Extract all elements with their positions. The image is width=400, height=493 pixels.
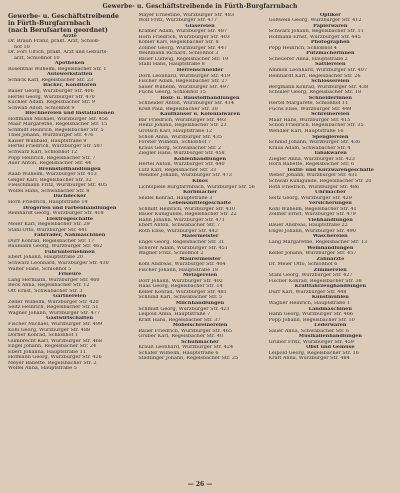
directory-entry: Kohl Wilhelm, Regelsbacher Str. 41 bbox=[268, 206, 357, 212]
directory-entry: Schwab Kunigunde, Regelsbacher Str. 20 bbox=[268, 178, 372, 184]
section-heading: Apotheken bbox=[54, 61, 85, 67]
section-heading: Gastwirtschaften bbox=[46, 316, 94, 322]
section-heading: Schuhmacher bbox=[181, 339, 219, 345]
directory-entry: Wagner Heinrich, Hauptstraße 1 bbox=[268, 300, 350, 306]
directory-entry: hof 10 bbox=[14, 44, 30, 50]
section-heading: Korbmacher bbox=[183, 190, 217, 196]
section-heading: Versicherungen bbox=[308, 201, 352, 207]
directory-entry: Kramer Adam, Würzburger Str. 487 bbox=[138, 29, 227, 35]
directory-entry: Hertel Georg, Würzburger Str. 470 bbox=[8, 94, 95, 100]
directory-entry: Seitz Heinrich, Regelsbacher Str. 51 bbox=[8, 305, 99, 311]
directory-entry: Schön Friedrich, Regelsbacher Str. 35 bbox=[268, 123, 364, 129]
directory-entry: Ott Ernst, Schwabacher Str. 3 bbox=[8, 288, 83, 294]
directory-entry: Maar Hans, Würzburger Str. 415 bbox=[268, 117, 351, 123]
directory-entry: Fleischmann Fritz, Würzburger Str. 405 bbox=[8, 183, 108, 189]
directory-entry: Popp Johann, Regelsbacher Str. 10 bbox=[268, 317, 355, 323]
directory-entry: Schäfer Wilhelm, Hauptstraße 6 bbox=[138, 350, 219, 356]
section-heading: Tabakwaren bbox=[313, 151, 347, 157]
directory-entry: Auer Anton, Regelsbacher Str. 44 bbox=[8, 161, 92, 167]
directory-entry: Kraus Georg, Schwabacher Str. 2 bbox=[138, 145, 222, 151]
section-heading: Maurermeister bbox=[179, 256, 221, 262]
directory-entry: Hahn Georg, Würzburger Str. 466 bbox=[268, 312, 354, 318]
directory-entry: Dr. Förl Ulrich, prakt. Arzt und Geburts- bbox=[8, 50, 108, 56]
directory-entry: Wendler Karl, Hauptstraße 16 bbox=[268, 129, 344, 135]
directory-entry: Hofmann Georg, Würzburger Str. 426 bbox=[8, 355, 102, 361]
directory-entry: Dürr Konrad, Regelsbacher Str. 17 bbox=[8, 238, 95, 244]
directory-title: Gewerbe- u. Geschäftstreibende bbox=[8, 12, 119, 20]
section-heading: Autowerkstätten bbox=[46, 72, 93, 78]
directory-entry: Hofmann Ernst, Würzburger Str. 445 bbox=[268, 34, 361, 40]
directory-entry: Gruber Karl, Regelsbacher Str. 40 bbox=[138, 334, 224, 340]
section-heading: Fahrräder, Nähmaschinen bbox=[34, 233, 106, 239]
section-heading: Gärtnereien bbox=[53, 294, 87, 300]
section-heading: Photographen bbox=[310, 40, 350, 46]
section-heading: Blechnereien und Installationen bbox=[25, 111, 115, 117]
directory-entry: Wölfel Anna, Hauptstraße 5 bbox=[8, 366, 77, 372]
directory-entry: Lang Hermann, Würzburger Str. 460 bbox=[8, 277, 100, 283]
section-heading: Kraftfahrzeughandlungen bbox=[294, 284, 367, 290]
directory-entry: Gruber Fritz, Würzburger Str. 459 bbox=[268, 339, 354, 345]
directory-entry: Grötsch Karl, Hauptstraße 12 bbox=[138, 129, 213, 135]
directory-entry: Hertel Anton, Würzburger Str. 440 bbox=[138, 162, 225, 168]
directory-entry: Roth Friedrich, Würzburger Str. 486 bbox=[268, 184, 360, 190]
directory-entry: Leipold Anna, Hauptstraße 7 bbox=[138, 312, 211, 318]
section-heading: Möbelschreinereien bbox=[172, 323, 228, 329]
directory-entry: Kohl Andreas, Würzburger Str. 404 bbox=[138, 262, 226, 268]
directory-entry: Dorn Leonhard, Würzburger Str. 419 bbox=[138, 73, 231, 79]
directory-entry: Dr. Meier Otto, Schloßhof 6 bbox=[268, 262, 338, 268]
directory-entry: Dürr Karl, Würzburger Str. 448 bbox=[268, 289, 347, 295]
directory-entry: Fuchs Georg, Schloßhof 15 bbox=[138, 90, 206, 96]
directory-entry: Seidel Konrad, Hauptstraße 3 bbox=[138, 195, 213, 201]
section-heading: Zahnärzte bbox=[316, 256, 345, 262]
directory-entry: Popp Heinrich, Schloßhof 4 bbox=[268, 45, 337, 51]
section-heading: Viehhandlungen bbox=[307, 217, 353, 223]
directory-entry: Schwab Adolf, Schloßhof 9 bbox=[8, 105, 75, 111]
column-2 bbox=[138, 13, 261, 372]
directory-entry: Lutz Karl, Regelsbacher Str. 33 bbox=[138, 167, 217, 173]
directory-entry: Weber Johann, Würzburger Str. 431 bbox=[268, 173, 358, 179]
directory-entry: Kraft Anna, Würzburger Str. 484 bbox=[268, 356, 350, 362]
directory-entry: Schwarz Johann, Regelsbacher Str. 11 bbox=[268, 29, 364, 35]
directory-entry: Gumbrecht Karl, Würzburger Str. 468 bbox=[8, 338, 103, 344]
directory-entry: Hertel Friedrich, Würzburger Str. 507 bbox=[8, 144, 103, 150]
directory-entry: Walter Hans, Schloßhof 5 bbox=[8, 266, 72, 272]
directory-entry: Kuchler Adam, Regelsbacher Str. 9 bbox=[8, 100, 95, 106]
directory-entry: Engel Georg, Regelsbacher Str. 31 bbox=[138, 239, 225, 245]
directory-entry: Ebert Johanna, Hauptstraße 11 bbox=[8, 349, 86, 355]
directory-entry: Beck Anna, Regelsbacher Str. 12 bbox=[8, 283, 90, 289]
section-heading: Schlossereien bbox=[311, 79, 350, 85]
directory-entry: Weißmann Richard, Schloßhof 3 bbox=[138, 51, 219, 57]
directory-entry: Mayer Ernestine, Würzburger Str. 483 bbox=[138, 12, 234, 18]
directory-entry: Schlund Karl, Schwabacher Str. 5 bbox=[138, 295, 223, 301]
directory-entry: Wendler Johann, Würzburger Str. 473 bbox=[138, 173, 232, 179]
section-heading: Malermeister bbox=[181, 234, 219, 240]
directory-entry: Dörr Johann, Würzburger Str. 402 bbox=[138, 278, 223, 284]
directory-entry: Ammon Leonhard, Würzburger Str. 407 bbox=[268, 68, 367, 74]
directory-entry: Stahl Hans, Hauptstraße 8 bbox=[138, 62, 205, 68]
section-heading: Brennstoffhandlungen bbox=[38, 166, 101, 172]
directory-entry: Horn Friedrich, Würzburger Str. 403 bbox=[138, 34, 230, 40]
directory-entry: Leipold Georg, Regelsbacher Str. 16 bbox=[268, 350, 359, 356]
section-heading: Kunstmühlen bbox=[311, 295, 349, 301]
directory-entry: Sauer Anna, Schwabacher Str. 6 bbox=[268, 328, 350, 334]
section-heading: Obst und Gemüse bbox=[306, 345, 355, 351]
directory-entry: Kraft Hans, Regelsbacher Str. 37 bbox=[138, 317, 221, 323]
page-number: — 26 — bbox=[187, 481, 213, 489]
section-heading: Sattlereien bbox=[315, 62, 346, 68]
directory-entry: Schmidt Heinrich, Regelsbacher Str. 5 bbox=[8, 127, 104, 133]
section-heading: Holz- u. Baustoffhandlungen bbox=[160, 95, 240, 101]
directory-entry: Schneider Anton, Würzburger Str. 414 bbox=[138, 101, 234, 107]
section-heading: Milchhandlungen bbox=[175, 300, 225, 306]
directory-entry: Gößwein Georg, Würzburger Str. 412 bbox=[268, 18, 362, 24]
directory-entry: Seitz Georg, Würzburger Str. 429 bbox=[268, 195, 352, 201]
directory-entry: Maar Margarethe, Regelsbacher Str. 15 bbox=[8, 122, 108, 128]
directory-entry: Schwarz Leonhard, Würzburger Str. 430 bbox=[8, 260, 109, 266]
directory-entry: Keller Johann, Würzburger Str. 457 bbox=[268, 251, 357, 257]
section-heading: Schreinereien bbox=[311, 112, 350, 118]
directory-entry: Wagner Fritz, Schloßhof 2 bbox=[138, 251, 204, 257]
section-heading: Ärzte bbox=[62, 33, 77, 39]
directory-entry: Schön Anna, Würzburger Str. 435 bbox=[138, 134, 223, 140]
directory-entry: Schüller Georg, Regelsbacher Str. 18 bbox=[268, 90, 362, 96]
column-container bbox=[8, 13, 392, 372]
section-heading: Glasereien bbox=[185, 23, 215, 29]
section-heading: Optiker bbox=[319, 12, 341, 18]
directory-entry: Bauer Kunigunde, Regelsbacher Str. 22 bbox=[138, 212, 237, 218]
column-1 bbox=[8, 13, 131, 372]
directory-entry: Schlick Karl, Regelsbacher Str. 23 bbox=[8, 77, 94, 83]
directory-entry: Hahn Johann, Würzburger Str. 471 bbox=[138, 217, 225, 223]
directory-entry: arzt, Schloßhof 10 bbox=[14, 55, 60, 61]
section-heading: Metzgereien bbox=[182, 273, 218, 279]
section-heading: Landmaschinen bbox=[308, 306, 352, 312]
section-heading: Papierwaren bbox=[313, 23, 348, 29]
section-heading: Bäcker, Konditoren bbox=[42, 83, 97, 89]
directory-entry: Schmidt Georg, Würzburger Str. 421 bbox=[138, 306, 230, 312]
directory-entry: Schmid Johann, Würzburger Str. 436 bbox=[268, 140, 361, 146]
directory-entry: Bauer Friedrich, Würzburger Str. 465 bbox=[138, 328, 232, 334]
section-heading: Drogerien und Farbenhandlungen bbox=[22, 205, 117, 211]
section-heading: Schneiderinnen bbox=[308, 95, 352, 101]
column-3 bbox=[269, 13, 392, 372]
directory-entry: Kreß Paul, Regelsbacher Str. 30 bbox=[138, 106, 218, 112]
section-heading: Friseure bbox=[58, 272, 82, 278]
directory-entry: Kaiser Willibald, Hauptstraße 9 bbox=[8, 138, 87, 144]
directory-entry: Bär Friedrich, Würzburger Str. 493 bbox=[138, 117, 226, 123]
directory-entry: Keller Konrad, Würzburger Str. 481 bbox=[138, 289, 227, 295]
directory-entry: Haas Georg, Regelsbacher Str. 14 bbox=[138, 284, 223, 290]
section-heading: Lebensmittelgeschäfte bbox=[168, 201, 232, 207]
directory-entry: Wagner Johann, Würzburger Str. 477 bbox=[8, 310, 100, 316]
directory-title: (nach Berufsarten geordnet) bbox=[8, 26, 108, 34]
directory-entry: Wölfel Hans, Schwabacher Str. 8 bbox=[8, 188, 90, 194]
directory-entry: Bauer Georg, Würzburger Str. 406 bbox=[8, 89, 94, 95]
section-heading: Kinos bbox=[192, 178, 208, 184]
directory-entry: Geiger Karl, Regelsbacher Str. 32 bbox=[8, 177, 92, 183]
directory-entry: Kohl Georg, Würzburger Str. 488 bbox=[8, 327, 91, 333]
directory-entry: Heinz Johann, Regelsbacher Str. 23 bbox=[138, 123, 227, 129]
directory-entry: Meyer Babette, Regelsbacher Str. 2 bbox=[8, 360, 97, 366]
section-heading: Zimmereien bbox=[313, 267, 347, 273]
directory-entry: Kraus Adam, Schwabacher Str. 4 bbox=[268, 145, 351, 151]
directory-entry: Bauer Andreas, Hauptstraße 22 bbox=[268, 223, 348, 229]
directory-entry: Schwarz Karl, Schloßhof 12 bbox=[8, 150, 78, 156]
directory-entry: Meier Karl, Regelsbacher Str. 29 bbox=[8, 222, 90, 228]
directory-title: in Fürth-Burgfarrnbach bbox=[8, 19, 91, 27]
directory-entry: Krauß Leonhard, Würzburger Str. 424 bbox=[138, 345, 234, 351]
section-heading: Musikalienhandlungen bbox=[298, 334, 362, 340]
directory-entry: Zöllner Georg, Würzburger Str. 447 bbox=[138, 45, 228, 51]
directory-entry: Raab Wilhelm, Würzburger Str. 413 bbox=[8, 172, 97, 178]
section-heading: Elektrogeschäfte bbox=[46, 216, 93, 222]
directory-entry: Hoffmann Michael, Würzburger Str. 456 bbox=[8, 116, 109, 122]
directory-entry: Roth Elise, Würzburger Str. 442 bbox=[138, 228, 218, 234]
directory-entry: Schmitt Heinrich, Würzburger Str. 410 bbox=[138, 206, 236, 212]
directory-entry: Bergmann Konrad, Würzburger Str. 438 bbox=[268, 84, 369, 90]
directory-entry: Fuchs Elise, Würzburger Str. 449 bbox=[268, 106, 352, 112]
directory-entry: Förster Wilhelm, Schloßhof 7 bbox=[138, 140, 212, 146]
directory-entry: Popp Heinrich, Regelsbacher Str. 7 bbox=[8, 155, 96, 161]
directory-entry: Ebert Anton, Schwabacher Str. 7 bbox=[138, 223, 221, 229]
directory-entry: Köhler Karl, Regelsbacher Str. 8 bbox=[138, 40, 219, 46]
directory-entry: Bauer Ludwig, Regelsbacher Str. 19 bbox=[138, 56, 229, 62]
directory-entry: Stadlinger Johann, Regelsbacher Str. 25 bbox=[138, 356, 239, 362]
directory-entry: Horn Babette, Regelsbacher Str. 6 bbox=[268, 162, 355, 168]
directory-entry: Thiel Johann, Würzburger Str. 476 bbox=[8, 133, 94, 139]
directory-entry: Scherer Adam, Würzburger Str. 451 bbox=[138, 245, 228, 251]
directory-entry: Engel Johann, Würzburger Str. 490 bbox=[268, 228, 356, 234]
section-heading: Fuhrunternehmen bbox=[44, 249, 95, 255]
page-header: Gewerbe- u. Geschäftstreibende in Fürth-Burgfarrnbach bbox=[102, 3, 298, 10]
directory-entry: Scheuerer Anna, Hauptstraße 2 bbox=[268, 56, 348, 62]
directory-entry: Hertel Margarete, Schloßhof 11 bbox=[268, 101, 349, 107]
directory-entry: Wolf Fritz, Würzburger Str. 477 bbox=[138, 18, 217, 24]
directory-entry: Reinhardt Karl, Regelsbacher Str. 26 bbox=[268, 73, 361, 79]
section-heading: Textil- und Kurzwarengeschäfte bbox=[286, 167, 374, 173]
directory-entry: Zöllner Ernst, Würzburger Str. 479 bbox=[268, 212, 356, 218]
directory-entry: Dr. Braun Franz, prakt. Arzt, Schloß- bbox=[8, 39, 100, 45]
directory-entry: Sauer Wilhelm, Würzburger Str. 497 bbox=[138, 84, 229, 90]
directory-entry: Lichtspiele Burgfarrnbach, Würzburger Str. 56 bbox=[138, 184, 255, 190]
directory-entry: Baumann Georg, Würzburger Str. 462 bbox=[8, 244, 103, 250]
section-heading: Uhrmacher bbox=[314, 190, 346, 196]
section-heading: Lederwaren bbox=[314, 323, 347, 329]
section-heading: Putzmacherinnen bbox=[306, 51, 355, 57]
directory-entry: Horn Friedrich, Hauptstraße 14 bbox=[8, 199, 88, 205]
directory-entry: Stahl Otto, Würzburger Str. 441 bbox=[8, 227, 88, 233]
directory-entry: Zeller Wilhelm, Würzburger Str. 420 bbox=[8, 299, 99, 305]
section-heading: Weinhandlungen bbox=[307, 245, 354, 251]
section-heading: Wäschereien bbox=[312, 234, 348, 240]
directory-entry: Fischer Michael, Würzburger Str. 499 bbox=[8, 321, 103, 327]
directory-entry: Lang Margarethe, Regelsbacher Str. 13 bbox=[268, 239, 368, 245]
directory-entry: Dörfler Konrad, Schloßhof 1 bbox=[8, 333, 78, 339]
section-heading: Dachdecker bbox=[53, 194, 86, 200]
directory-entry: Ziegler Anna, Würzburger Str. 423 bbox=[268, 156, 355, 162]
directory-entry: Fischer Konrad, Regelsbacher Str. 38 bbox=[268, 278, 362, 284]
directory-entry: Reinhardt Georg, Würzburger Str. 418 bbox=[8, 211, 104, 217]
directory-entry: Fischer Adam, Regelsbacher Str. 27 bbox=[138, 79, 228, 85]
directory-entry: Ebert Johann, Hauptstraße 20 bbox=[8, 255, 83, 261]
section-heading: Kohlenhandlungen bbox=[173, 156, 227, 162]
directory-entry: Stahl Georg, Würzburger Str. 427 bbox=[268, 273, 353, 279]
section-heading: Kaufhäuser u. Kolonialwaren bbox=[159, 112, 241, 118]
directory-entry: Ziegler Hans, Würzburger Str. 458 bbox=[138, 151, 225, 157]
directory-entry: Rosenthal Wilhelm, Regelsbacher Str. 1 bbox=[8, 66, 107, 72]
section-heading: Herrenschneider bbox=[176, 68, 224, 74]
section-heading: Spenglereien bbox=[312, 134, 349, 140]
directory-entry: Fischer Johann, Hauptstraße 18 bbox=[138, 267, 218, 273]
directory-entry: Engel Johann, Regelsbacher Str. 24 bbox=[8, 344, 97, 350]
